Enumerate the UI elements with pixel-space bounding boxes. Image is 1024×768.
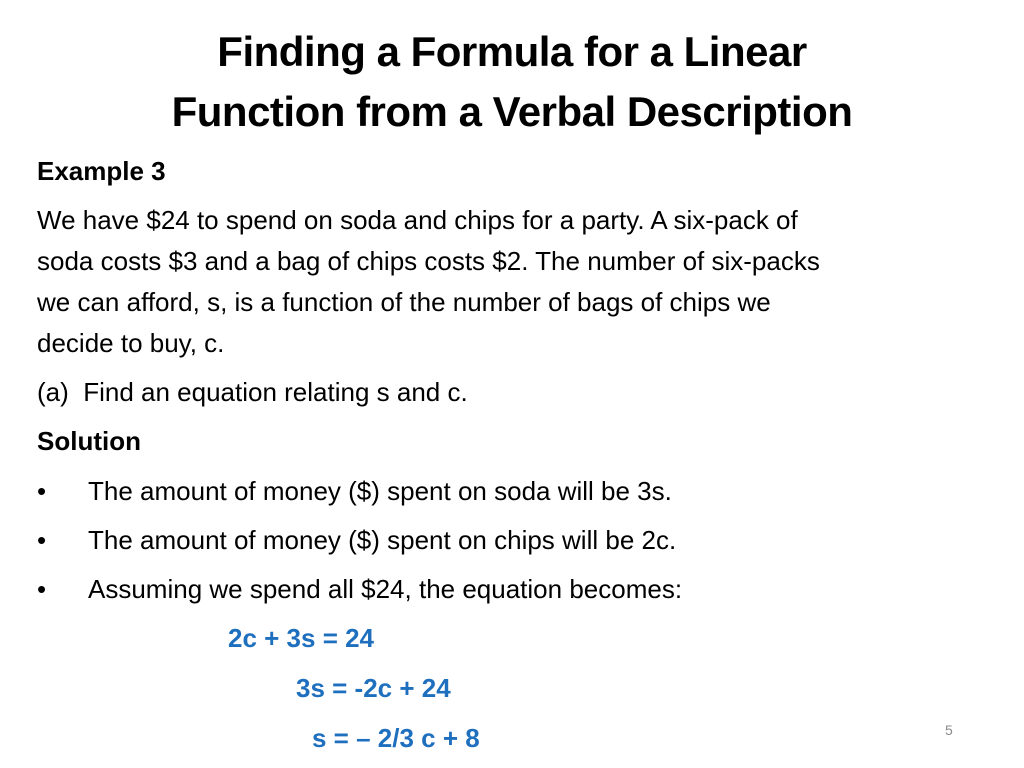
- bullet-icon: •: [37, 476, 47, 506]
- equation-1: 2c + 3s = 24: [228, 623, 375, 653]
- slide-title: [40, 22, 984, 142]
- page-number: 5: [945, 722, 953, 738]
- equation-2: 3s = -2c + 24: [296, 673, 451, 703]
- paragraph-line-1: We have $24 to spend on soda and chips for a party. A six-pack of: [37, 205, 798, 235]
- paragraph-line-3: we can afford, s, is a function of the number of bags of chips we: [37, 287, 771, 317]
- solution-label: Solution: [37, 426, 141, 456]
- part-a-question: (a) Find an equation relating s and c.: [37, 377, 468, 407]
- bullet-icon: •: [37, 574, 47, 604]
- equation-3: s = – 2/3 c + 8: [312, 723, 480, 753]
- title-line-1: Finding a Formula for a Linear: [217, 28, 807, 75]
- title-line-2: Function from a Verbal Description: [171, 88, 853, 135]
- bullet-text: Assuming we spend all $24, the equation becomes:: [88, 574, 683, 604]
- bullet-icon: •: [37, 525, 47, 555]
- paragraph-line-4: decide to buy, c.: [37, 328, 225, 358]
- bullet-text: The amount of money ($) spent on soda will be 3s.: [88, 476, 672, 506]
- paragraph-line-2: soda costs $3 and a bag of chips costs $2. The number of six-packs: [37, 246, 820, 276]
- example-label: Example 3: [37, 156, 166, 186]
- bullet-text: The amount of money ($) spent on chips will be 2c.: [88, 525, 677, 555]
